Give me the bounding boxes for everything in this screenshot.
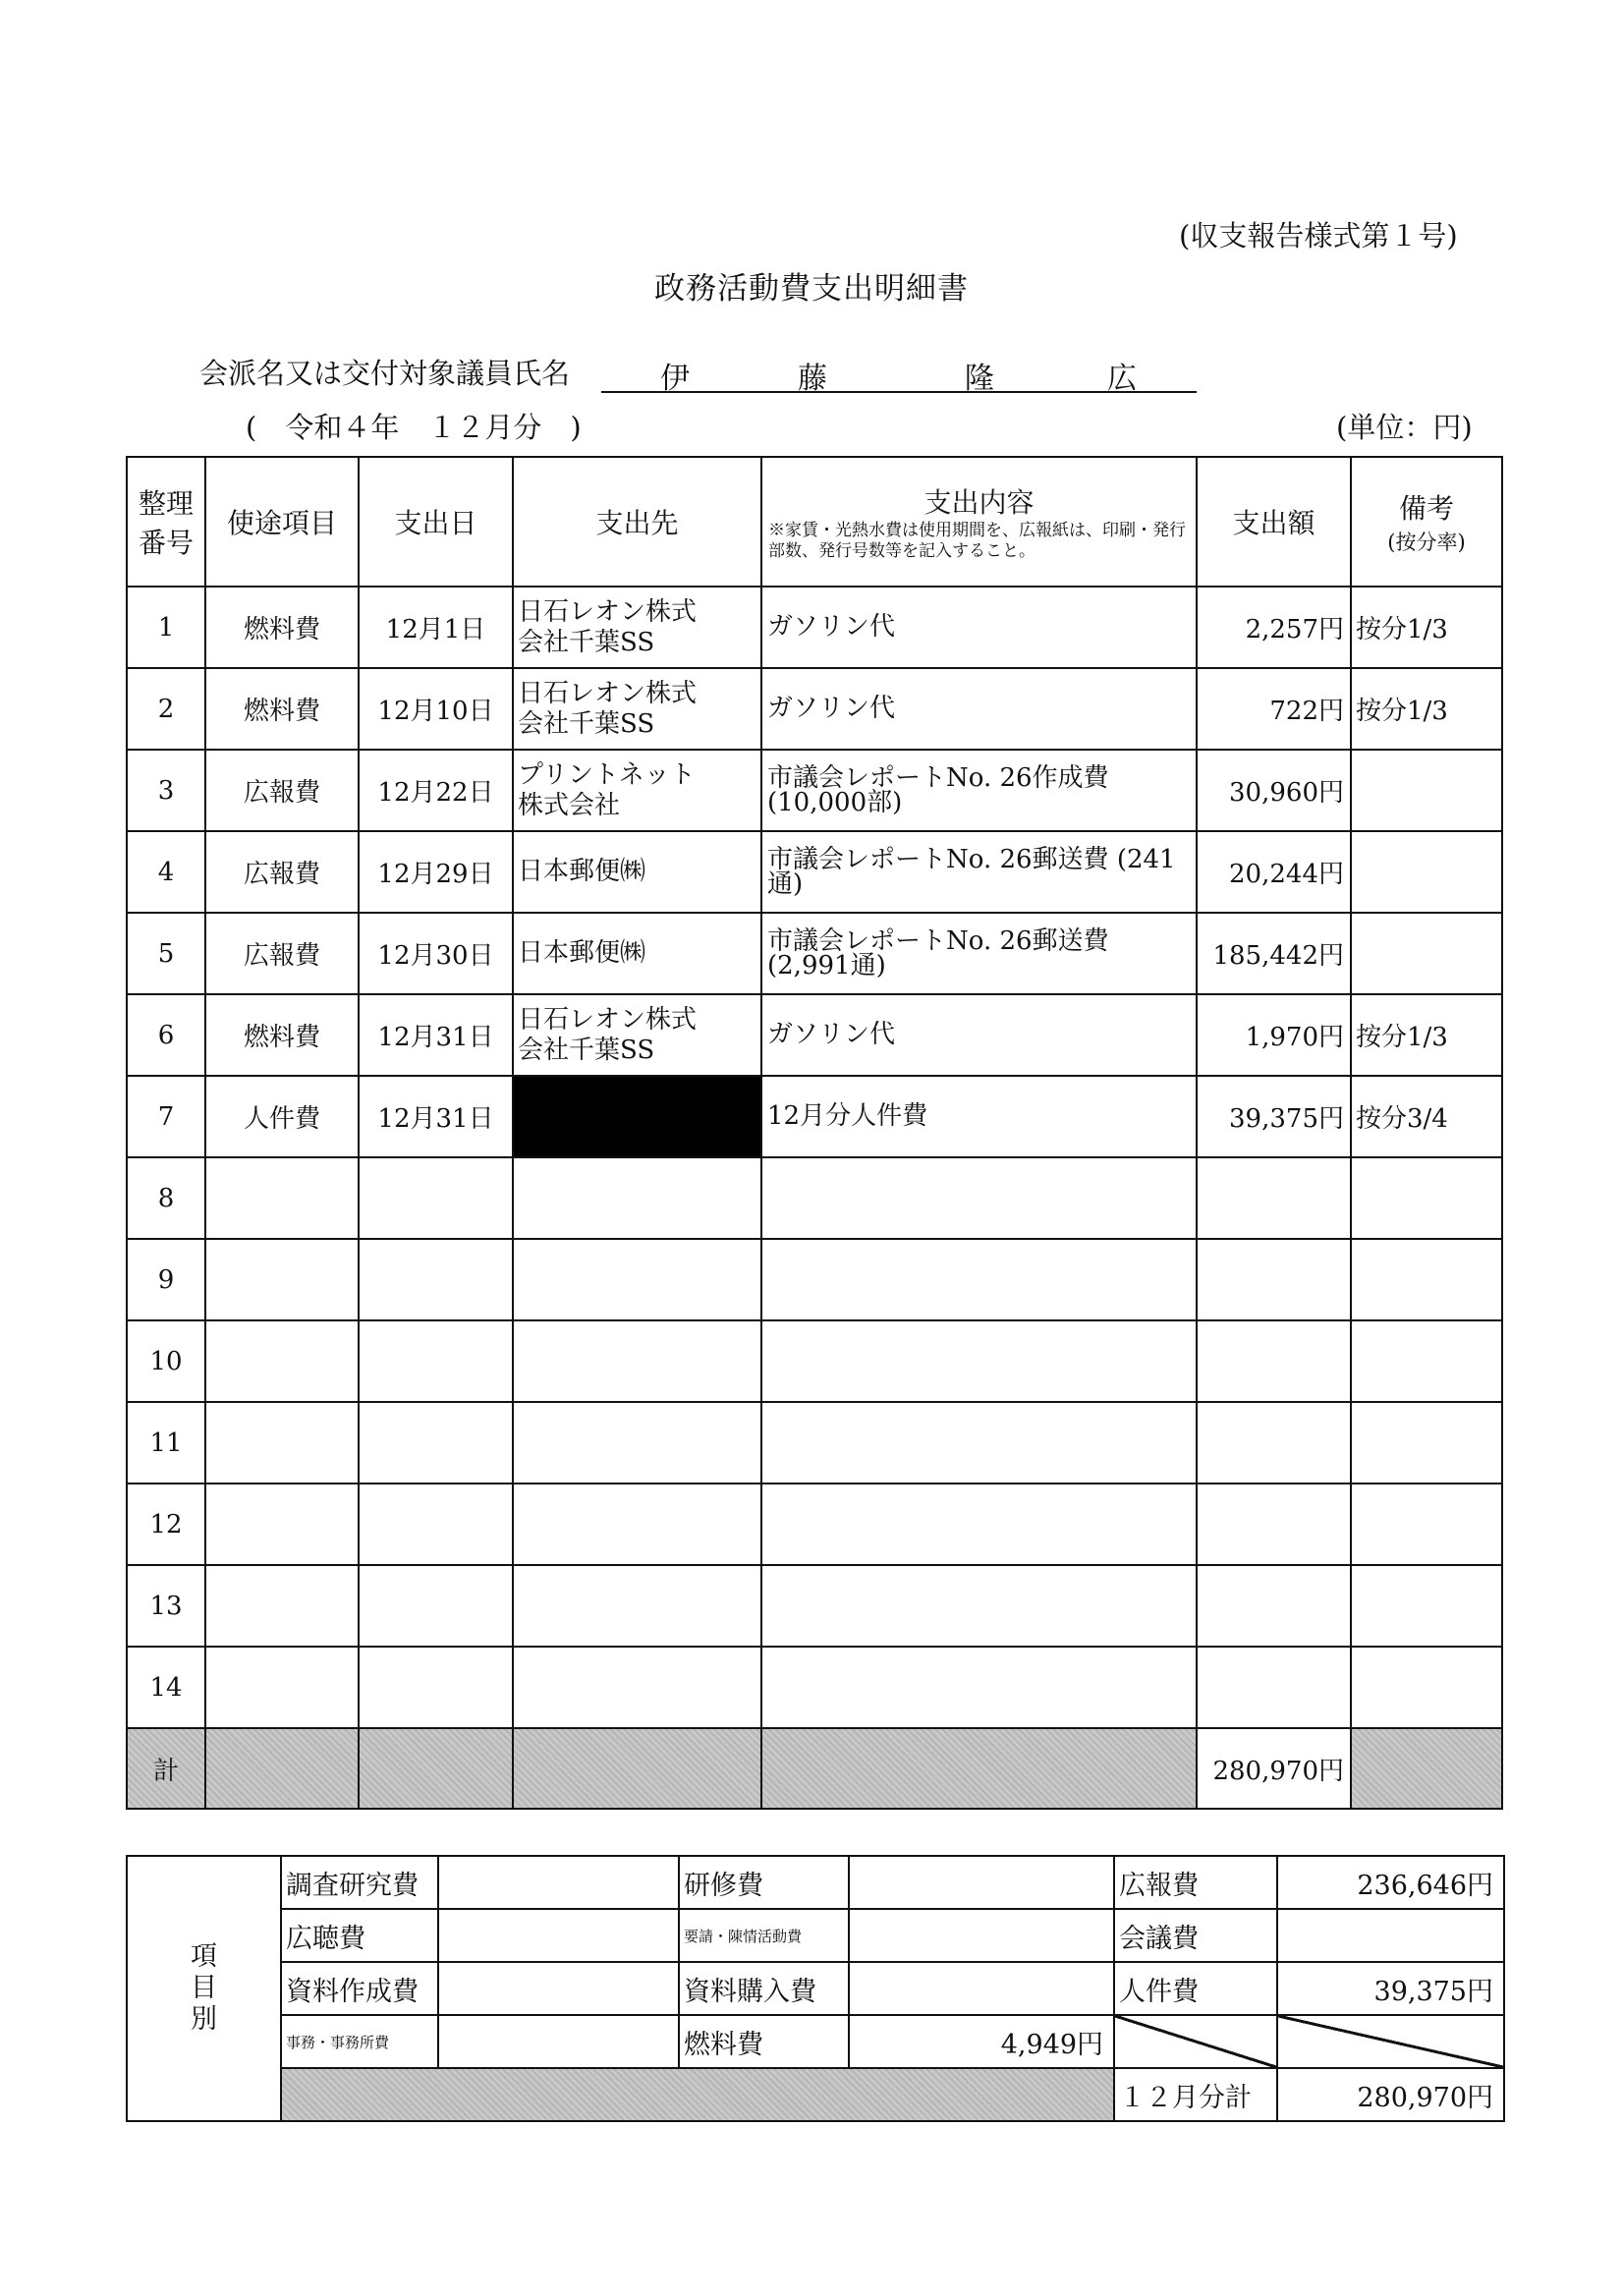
member-name-char-4: 広 <box>1107 362 1137 396</box>
redacted-payee <box>513 1076 761 1157</box>
row-note <box>1351 1157 1502 1239</box>
row-category <box>205 1320 359 1402</box>
row-date <box>359 1484 513 1565</box>
row-note <box>1351 913 1502 994</box>
row-category: 燃料費 <box>205 587 359 668</box>
summary-training-value <box>849 1856 1114 1909</box>
row-date: 12月31日 <box>359 1076 513 1157</box>
row-number: 13 <box>127 1565 205 1647</box>
header-payee: 支出先 <box>513 457 761 587</box>
row-category <box>205 1239 359 1320</box>
row-payee: 日石レオン株式 会社千葉SS <box>513 668 761 750</box>
row-number: 11 <box>127 1402 205 1484</box>
row-date: 12月29日 <box>359 831 513 913</box>
row-amount: 20,244円 <box>1197 831 1351 913</box>
summary-hearing-value <box>438 1909 679 1962</box>
row-category: 人件費 <box>205 1076 359 1157</box>
row-payee <box>513 1239 761 1320</box>
row-note <box>1351 1402 1502 1484</box>
diagonal-blank-cell <box>1277 2015 1504 2068</box>
row-amount <box>1197 1647 1351 1728</box>
table-row <box>127 1320 1502 1402</box>
row-date <box>359 1565 513 1647</box>
row-note <box>1351 1239 1502 1320</box>
summary-personnel-value: 39,375円 <box>1277 1962 1504 2015</box>
table-row <box>127 1076 1502 1157</box>
row-content <box>761 1484 1197 1565</box>
summary-pr-value: 236,646円 <box>1277 1856 1504 1909</box>
row-payee <box>513 1565 761 1647</box>
table-row <box>127 668 1502 750</box>
header-content <box>761 457 1197 587</box>
row-payee <box>513 1647 761 1728</box>
header-date: 支出日 <box>359 457 513 587</box>
header-number: 整理 番号 <box>127 457 205 587</box>
header-content-note: ※家賃・光熱水費は使用期間を、広報紙は、印刷・発行部数、発行号数等を記入すること。 <box>768 521 1186 561</box>
row-content <box>761 1565 1197 1647</box>
row-amount: 1,970円 <box>1197 994 1351 1076</box>
row-content: 12月分人件費 <box>761 1076 1197 1157</box>
header-content-title: 支出内容 <box>923 486 1035 519</box>
row-note <box>1351 1565 1502 1647</box>
row-date <box>359 1402 513 1484</box>
row-content: ガソリン代 <box>761 994 1197 1076</box>
summary-petition-label: 要請・陳情活動費 <box>679 1909 849 1962</box>
row-note: 按分1/3 <box>1351 668 1502 750</box>
table-row <box>127 750 1502 831</box>
shaded-cell <box>1351 1728 1502 1809</box>
summary-pr-label: 広報費 <box>1114 1856 1277 1909</box>
row-payee: 日石レオン株式 会社千葉SS <box>513 994 761 1076</box>
row-number: 10 <box>127 1320 205 1402</box>
report-period: ( 令和４年 １２月分 ) <box>246 411 582 444</box>
row-note <box>1351 831 1502 913</box>
summary-materials-value <box>438 1962 679 2015</box>
summary-research-value <box>438 1856 679 1909</box>
row-amount <box>1197 1402 1351 1484</box>
row-number: 2 <box>127 668 205 750</box>
header-category: 使途項目 <box>205 457 359 587</box>
row-note: 按分1/3 <box>1351 994 1502 1076</box>
row-amount <box>1197 1320 1351 1402</box>
summary-section-label: 項 目 別 <box>127 1856 281 2121</box>
total-row <box>127 1728 1502 1809</box>
row-date <box>359 1239 513 1320</box>
unit-label: (単位：円) <box>1336 411 1473 444</box>
row-number: 12 <box>127 1484 205 1565</box>
row-content: ガソリン代 <box>761 587 1197 668</box>
row-category <box>205 1647 359 1728</box>
row-content: 市議会レポートNo. 26郵送費 (241通) <box>761 831 1197 913</box>
row-date: 12月10日 <box>359 668 513 750</box>
row-content <box>761 1157 1197 1239</box>
row-number: 3 <box>127 750 205 831</box>
row-payee <box>513 1157 761 1239</box>
row-amount: 185,442円 <box>1197 913 1351 994</box>
table-row <box>127 587 1502 668</box>
summary-month-total-value: 280,970円 <box>1277 2068 1504 2121</box>
row-content <box>761 1402 1197 1484</box>
table-row <box>127 831 1502 913</box>
summary-research-label: 調査研究費 <box>281 1856 438 1909</box>
summary-personnel-label: 人件費 <box>1114 1962 1277 2015</box>
table-row <box>127 1647 1502 1728</box>
summary-month-total-label: １２月分計 <box>1114 2068 1277 2121</box>
summary-purchase-value <box>849 1962 1114 2015</box>
table-row <box>127 1565 1502 1647</box>
row-number: 8 <box>127 1157 205 1239</box>
row-amount: 39,375円 <box>1197 1076 1351 1157</box>
row-category: 広報費 <box>205 831 359 913</box>
table-row <box>127 913 1502 994</box>
header-remarks-sub: (按分率) <box>1387 531 1466 554</box>
row-content: 市議会レポートNo. 26郵送費 (2,991通) <box>761 913 1197 994</box>
row-number: 7 <box>127 1076 205 1157</box>
row-content <box>761 1647 1197 1728</box>
header-remarks: 備考 (按分率) <box>1351 457 1502 587</box>
member-name-char-1: 伊 <box>660 362 690 396</box>
table-row <box>127 1484 1502 1565</box>
row-date <box>359 1320 513 1402</box>
row-category: 燃料費 <box>205 994 359 1076</box>
summary-meeting-label: 会議費 <box>1114 1909 1277 1962</box>
document-title: 政務活動費支出明細書 <box>654 271 969 307</box>
row-amount <box>1197 1239 1351 1320</box>
row-number: 9 <box>127 1239 205 1320</box>
row-content <box>761 1239 1197 1320</box>
row-amount: 722円 <box>1197 668 1351 750</box>
row-amount <box>1197 1484 1351 1565</box>
summary-fuel-value: 4,949円 <box>849 2015 1114 2068</box>
row-note <box>1351 1484 1502 1565</box>
summary-office-value <box>438 2015 679 2068</box>
row-content: ガソリン代 <box>761 668 1197 750</box>
row-payee: プリントネット 株式会社 <box>513 750 761 831</box>
table-header-row <box>127 457 1502 587</box>
expense-detail-table <box>126 456 1503 1810</box>
row-amount <box>1197 1157 1351 1239</box>
row-number: 4 <box>127 831 205 913</box>
table-row <box>127 1239 1502 1320</box>
row-date <box>359 1647 513 1728</box>
summary-training-label: 研修費 <box>679 1856 849 1909</box>
row-category <box>205 1484 359 1565</box>
shaded-cell <box>359 1728 513 1809</box>
row-date: 12月30日 <box>359 913 513 994</box>
total-amount: 280,970円 <box>1197 1728 1351 1809</box>
row-payee <box>513 1320 761 1402</box>
row-amount: 30,960円 <box>1197 750 1351 831</box>
diagonal-blank-cell <box>1114 2015 1277 2068</box>
row-category: 広報費 <box>205 913 359 994</box>
summary-hearing-label: 広聴費 <box>281 1909 438 1962</box>
row-number: 6 <box>127 994 205 1076</box>
row-note: 按分3/4 <box>1351 1076 1502 1157</box>
row-date <box>359 1157 513 1239</box>
summary-materials-label: 資料作成費 <box>281 1962 438 2015</box>
row-note <box>1351 1320 1502 1402</box>
row-payee: 日本郵便㈱ <box>513 913 761 994</box>
row-number: 1 <box>127 587 205 668</box>
row-amount: 2,257円 <box>1197 587 1351 668</box>
row-date: 12月22日 <box>359 750 513 831</box>
summary-office-label: 事務・事務所費 <box>281 2015 438 2068</box>
shaded-cell <box>205 1728 359 1809</box>
row-amount <box>1197 1565 1351 1647</box>
row-note <box>1351 750 1502 831</box>
row-category <box>205 1402 359 1484</box>
shaded-cell <box>761 1728 1197 1809</box>
header-amount: 支出額 <box>1197 457 1351 587</box>
summary-fuel-label: 燃料費 <box>679 2015 849 2068</box>
shaded-cell <box>513 1728 761 1809</box>
row-payee <box>513 1484 761 1565</box>
row-number: 14 <box>127 1647 205 1728</box>
table-row <box>127 994 1502 1076</box>
table-row <box>127 1402 1502 1484</box>
summary-petition-value <box>849 1909 1114 1962</box>
row-category <box>205 1565 359 1647</box>
row-category: 広報費 <box>205 750 359 831</box>
row-payee: 日本郵便㈱ <box>513 831 761 913</box>
member-name-label: 会派名又は交付対象議員氏名 <box>199 357 571 390</box>
row-note <box>1351 1647 1502 1728</box>
member-name-field <box>601 354 1197 396</box>
row-note: 按分1/3 <box>1351 587 1502 668</box>
row-content <box>761 1320 1197 1402</box>
table-row <box>127 1157 1502 1239</box>
shaded-cell <box>281 2068 1114 2121</box>
summary-purchase-label: 資料購入費 <box>679 1962 849 2015</box>
row-content: 市議会レポートNo. 26作成費 (10,000部) <box>761 750 1197 831</box>
row-date: 12月31日 <box>359 994 513 1076</box>
row-date: 12月1日 <box>359 587 513 668</box>
row-category <box>205 1157 359 1239</box>
row-payee: 日石レオン株式 会社千葉SS <box>513 587 761 668</box>
row-category: 燃料費 <box>205 668 359 750</box>
row-payee <box>513 1402 761 1484</box>
row-number: 5 <box>127 913 205 994</box>
member-name-char-2: 藤 <box>798 362 827 396</box>
category-summary-table <box>126 1855 1505 2122</box>
member-name-char-3: 隆 <box>965 362 994 396</box>
summary-meeting-value <box>1277 1909 1504 1962</box>
form-number: (収支報告様式第１号) <box>1179 219 1458 252</box>
total-label: 計 <box>127 1728 205 1809</box>
